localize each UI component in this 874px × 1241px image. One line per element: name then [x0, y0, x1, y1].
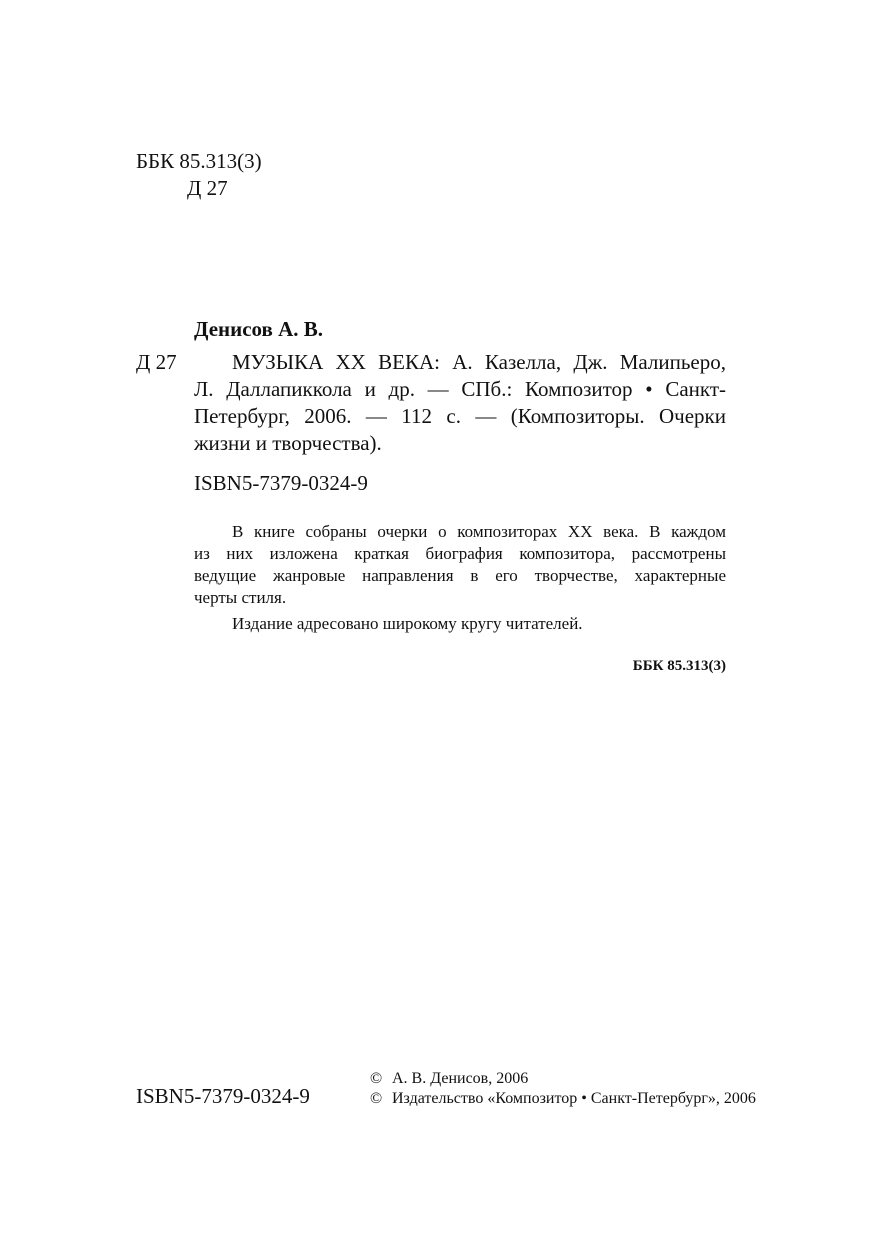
description-line: Л. Даллапиккола и др. — СПб.: Композитор • Санкт-	[194, 377, 726, 401]
copyright-publisher	[370, 1089, 756, 1109]
audience-note: Издание адресовано широкому кругу читателей.	[232, 614, 583, 633]
author-name: Денисов А. В.	[194, 317, 324, 341]
copyright-text: Издательство «Композитор • Санкт-Петербург», 2006	[392, 1090, 756, 1107]
description-line: МУЗЫКА XX ВЕКА: А. Казелла, Дж. Малипьеро,	[232, 350, 726, 374]
isbn: ISBN5-7379-0324-9	[194, 471, 368, 495]
description-line: Петербург, 2006. — 112 с. — (Композиторы. Очерки	[194, 404, 726, 428]
abstract-line: ведущие жанровые направления в его творчестве, характерные	[194, 566, 726, 585]
bbk-index: ББК 85.313(3)	[136, 149, 262, 173]
description-line: жизни и творчества).	[194, 431, 382, 455]
copyright-icon: ©	[370, 1070, 383, 1087]
copyright-author	[370, 1069, 528, 1089]
abstract-line: В книге собраны очерки о композиторах XX века. В каждом	[232, 522, 726, 541]
copyright-text: А. В. Денисов, 2006	[392, 1070, 529, 1087]
abstract-line: черты стиля.	[194, 588, 287, 607]
copyright-icon: ©	[370, 1090, 383, 1107]
bbk-footer: ББК 85.313(3)	[632, 658, 726, 674]
author-mark: Д 27	[187, 176, 228, 200]
isbn-footer: ISBN5-7379-0324-9	[136, 1084, 310, 1108]
entry-author-mark: Д 27	[136, 350, 177, 374]
abstract-line: из них изложена краткая биография композитора, рассмотрены	[194, 544, 726, 563]
